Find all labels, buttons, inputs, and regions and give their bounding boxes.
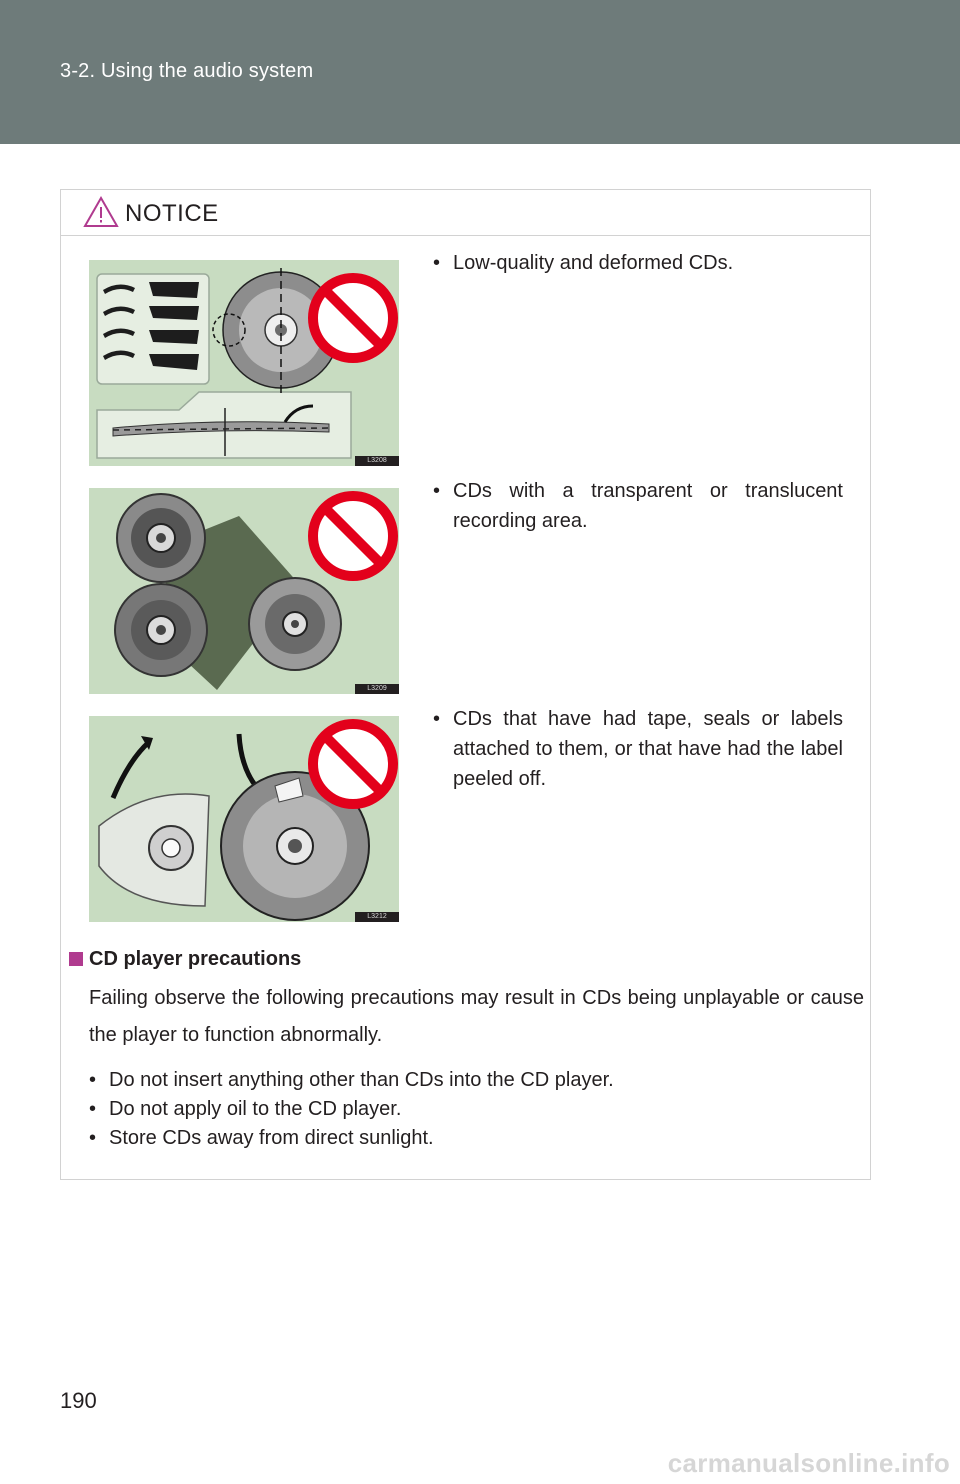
warning-triangle-icon — [83, 196, 119, 228]
notice-item-text: Low-quality and deformed CDs. — [453, 252, 734, 274]
list-item-text: Do not insert anything other than CDs into the CD player. — [109, 1069, 614, 1091]
notice-label: NOTICE — [125, 200, 219, 227]
bullet: • — [433, 708, 441, 730]
deformed-cd-illustration — [89, 260, 399, 466]
notice-item-1 — [433, 248, 843, 278]
bullet: • — [89, 1127, 97, 1149]
square-bullet-icon — [69, 952, 83, 966]
transparent-cd-illustration — [89, 488, 399, 694]
figure-code: L3209 — [355, 684, 399, 694]
section-title: 3-2. Using the audio system — [60, 60, 314, 82]
notice-item-text: CDs that have had tape, seals or labels attached to them, or that have had the label peeled off. — [453, 708, 843, 790]
section-heading-text: CD player precautions — [89, 948, 302, 970]
notice-box — [60, 189, 871, 1180]
page-header — [0, 0, 960, 144]
precautions-list — [69, 1066, 864, 1153]
section-body: Failing observe the following precautions may result in CDs being unplayable or cause the player to function abnormally. — [89, 987, 864, 1046]
list-item-text: Store CDs away from direct sunlight. — [109, 1127, 434, 1149]
bullet: • — [433, 252, 441, 274]
figure-transparent-cds — [89, 488, 399, 694]
list-item — [89, 1066, 864, 1095]
figure-deformed-cds — [89, 260, 399, 466]
bullet: • — [89, 1069, 97, 1091]
cd-player-precautions — [69, 944, 864, 1153]
list-item-text: Do not apply oil to the CD player. — [109, 1098, 402, 1120]
figure-labeled-cds — [89, 716, 399, 922]
notice-item-3 — [433, 704, 843, 794]
figure-code: L3212 — [355, 912, 399, 922]
list-item — [89, 1095, 864, 1124]
bullet: • — [433, 480, 441, 502]
section-heading — [69, 944, 864, 974]
watermark: carmanualsonline.info — [667, 1448, 950, 1478]
bullet: • — [89, 1098, 97, 1120]
notice-item-2 — [433, 476, 843, 536]
notice-header — [61, 190, 870, 236]
page-number: 190 — [60, 1388, 97, 1413]
labeled-cd-illustration — [89, 716, 399, 922]
list-item — [89, 1124, 864, 1153]
notice-item-text: CDs with a transparent or translucent recording area. — [453, 480, 843, 532]
figure-code: L3208 — [355, 456, 399, 466]
